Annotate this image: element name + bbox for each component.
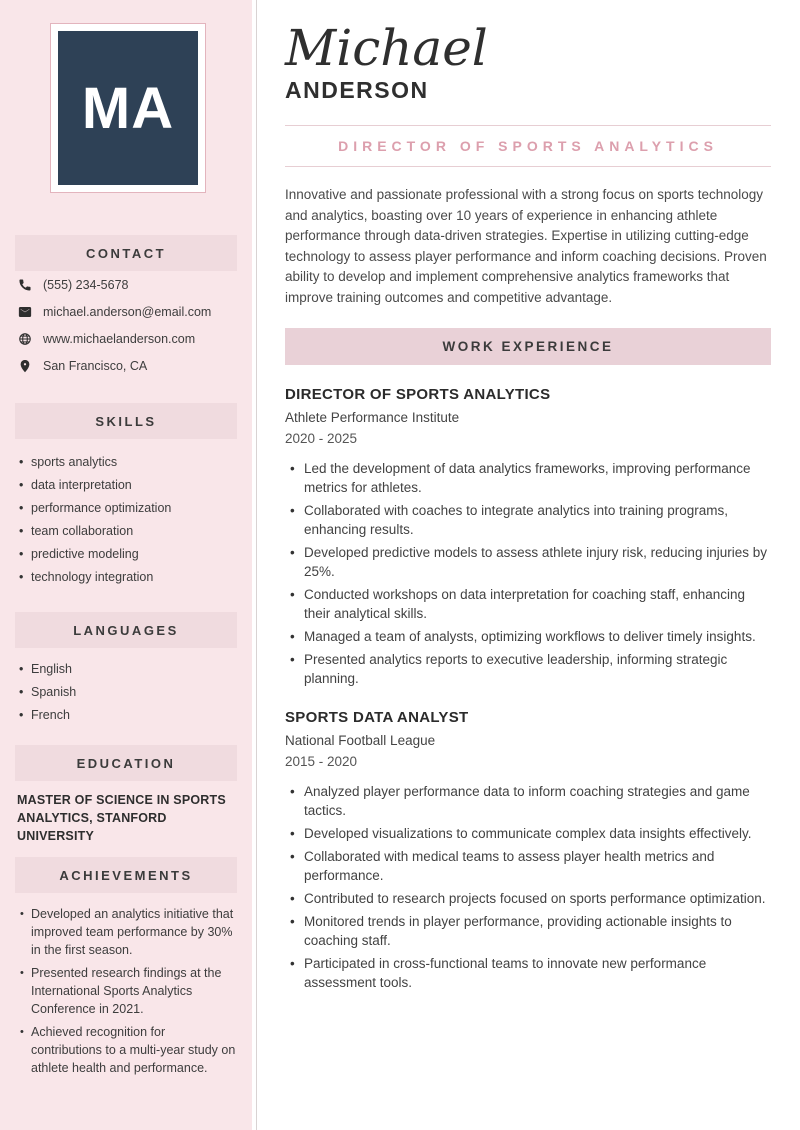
skill-item: • data interpretation	[19, 479, 239, 492]
email-icon	[18, 305, 32, 319]
job-bullet: • Conducted workshops on data interpretation for coaching staff, enhancing their analytical skills.	[285, 585, 771, 623]
job-company: National Football League	[285, 733, 436, 748]
job-company: Athlete Performance Institute	[285, 410, 460, 425]
monogram-initials: MA	[58, 31, 198, 185]
sidebar-divider	[256, 0, 257, 1130]
skills-section-header: SKILLS	[15, 403, 237, 439]
job-bullet: • Collaborated with medical teams to assess player health metrics and performance.	[285, 847, 771, 885]
location-text: San Francisco, CA	[43, 359, 148, 373]
languages-list	[19, 663, 239, 732]
job-bullet: • Managed a team of analysts, optimizing workflows to deliver timely insights.	[285, 627, 771, 646]
contact-list	[18, 278, 244, 386]
job-bullet: • Analyzed player performance data to inform coaching strategies and game tactics.	[285, 782, 771, 820]
skill-item: • predictive modeling	[19, 548, 239, 561]
skill-item: • technology integration	[19, 571, 239, 584]
job-title: DIRECTOR OF SPORTS ANALYTICS	[285, 386, 551, 403]
phone-icon	[18, 278, 32, 292]
contact-row-email	[18, 305, 244, 319]
job-title-band: DIRECTOR OF SPORTS ANALYTICS	[285, 125, 771, 167]
achievements-section-header: ACHIEVEMENTS	[15, 857, 237, 893]
job-bullet: • Developed visualizations to communicate complex data insights effectively.	[285, 824, 771, 843]
job-dates: 2020 - 2025	[285, 431, 358, 446]
achievement-item: • Achieved recognition for contributions to a multi-year study on athlete health and performance.	[20, 1023, 238, 1077]
job-bullet: • Led the development of data analytics frameworks, improving performance metrics for athletes.	[285, 459, 771, 497]
education-section-header: EDUCATION	[15, 745, 237, 781]
skill-item: • team collaboration	[19, 525, 239, 538]
job-entry	[285, 709, 771, 992]
skills-list	[19, 456, 239, 594]
language-item: • French	[19, 709, 239, 722]
job-title: SPORTS DATA ANALYST	[285, 709, 469, 726]
job-bullet: • Participated in cross-functional teams to innovate new performance assessment tools.	[285, 954, 771, 992]
main-column	[285, 0, 771, 996]
skill-item: • sports analytics	[19, 456, 239, 469]
language-item: • Spanish	[19, 686, 239, 699]
job-bullet: • Monitored trends in player performance, providing actionable insights to coaching staff.	[285, 912, 771, 950]
languages-section-header: LANGUAGES	[15, 612, 237, 648]
job-dates: 2015 - 2020	[285, 754, 358, 769]
job-entry	[285, 386, 771, 688]
contact-section-header: CONTACT	[15, 235, 237, 271]
sidebar	[0, 0, 252, 1130]
first-name: Michael	[285, 19, 488, 77]
job-bullet: • Developed predictive models to assess athlete injury risk, reducing injuries by 25%.	[285, 543, 771, 581]
website-url: www.michaelanderson.com	[43, 332, 196, 346]
job-bullet-list	[285, 459, 771, 688]
job-bullet-list	[285, 782, 771, 992]
contact-row-website	[18, 332, 244, 346]
achievements-list	[20, 905, 238, 1082]
achievement-item: • Developed an analytics initiative that improved team performance by 30% in the first season.	[20, 905, 238, 959]
skill-item: • performance optimization	[19, 502, 239, 515]
contact-row-phone	[18, 278, 244, 292]
job-bullet: • Collaborated with coaches to integrate analytics into training programs, enhancing results.	[285, 501, 771, 539]
globe-icon	[18, 332, 32, 346]
job-bullet: • Presented analytics reports to executive leadership, informing strategic planning.	[285, 650, 771, 688]
last-name: ANDERSON	[285, 77, 429, 103]
language-item: • English	[19, 663, 239, 676]
education-degree: MASTER OF SCIENCE IN SPORTS ANALYTICS, STANFORD UNIVERSITY	[17, 793, 226, 843]
contact-row-location	[18, 359, 244, 373]
job-bullet: • Contributed to research projects focused on sports performance optimization.	[285, 889, 771, 908]
achievement-item: • Presented research findings at the International Sports Analytics Conference in 2021.	[20, 964, 238, 1018]
location-pin-icon	[18, 359, 32, 373]
phone-number: (555) 234-5678	[43, 278, 129, 292]
monogram-frame	[50, 23, 206, 193]
work-experience-section-header: WORK EXPERIENCE	[285, 328, 771, 365]
professional-summary: Innovative and passionate professional with a strong focus on sports technology and analytics, boasting over 10 years of experience in enhancing athlete performance through data-driven strategies. Expertise in utilizing cutting-edge technology to assess player performance and inform coaching decisions. Proven ability to develop and implement comprehensive analytics frameworks that improve training outcomes and competitive advantage.	[285, 187, 767, 305]
email-address: michael.anderson@email.com	[43, 305, 212, 319]
